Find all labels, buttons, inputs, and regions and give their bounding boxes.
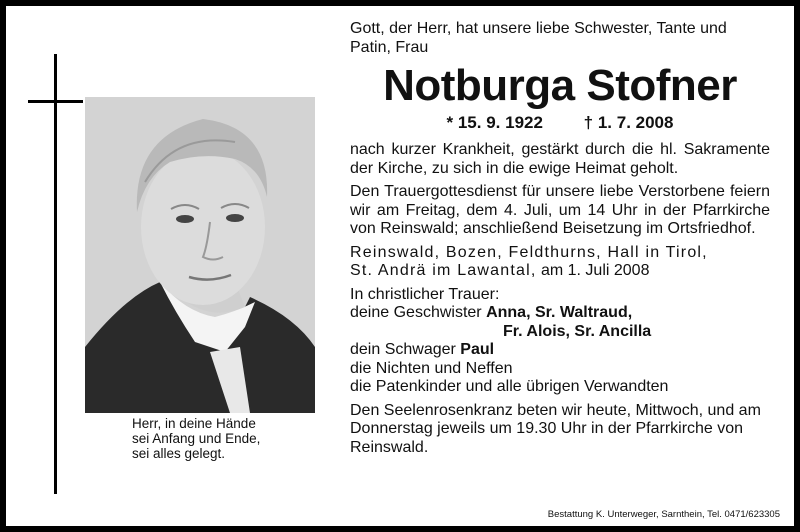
places-line2: St. Andrä im Lawantal, bbox=[350, 262, 537, 279]
date-line: am 1. Juli 2008 bbox=[540, 262, 650, 279]
mourner-brother-in-law bbox=[350, 341, 770, 360]
intro-text: Gott, der Herr, hat unsere liebe Schwester, Tante und Patin, Frau bbox=[350, 20, 727, 56]
brother-in-law-name: Paul bbox=[460, 341, 495, 358]
photo-caption bbox=[132, 416, 260, 461]
mourner-nieces-nephews: die Nichten und Neffen bbox=[350, 359, 513, 377]
caption-line: sei alles gelegt. bbox=[132, 446, 226, 461]
portrait-photo bbox=[85, 97, 315, 413]
places-line1: Reinswald, Bozen, Feldthurns, Hall in Tirol, bbox=[350, 243, 708, 261]
death-date: † 1. 7. 2008 bbox=[583, 113, 674, 132]
mourners-heading: In christlicher Trauer: bbox=[350, 285, 500, 303]
cross-icon bbox=[54, 54, 57, 494]
deceased-name: Notburga Stofner bbox=[383, 61, 737, 110]
caption-line: sei Anfang und Ende, bbox=[132, 431, 261, 446]
siblings-names-cont: Fr. Alois, Sr. Ancilla bbox=[503, 322, 652, 340]
birth-date: * 15. 9. 1922 bbox=[446, 113, 543, 132]
cross-icon-bar bbox=[28, 100, 83, 103]
paragraph-funeral: Den Trauergottesdienst für unsere liebe Verstorbene feiern wir am Freitag, dem 4. Juli, um 14 Uhr in der Pfarrkirche von Reinswald; anschließend Beisetzung im Ortsfriedhof. bbox=[350, 183, 770, 237]
mourner-siblings bbox=[350, 304, 770, 323]
brother-in-law-label: dein Schwager bbox=[350, 341, 456, 358]
obituary-text bbox=[350, 20, 770, 462]
rosary-text: Den Seelenrosenkranz beten wir heute, Mittwoch, und am Donnerstag jeweils um 19.30 Uhr in der Pfarrkirche von Reinswald. bbox=[350, 401, 761, 456]
life-dates bbox=[350, 113, 770, 133]
mourner-godchildren: die Patenkinder und alle übrigen Verwandten bbox=[350, 378, 669, 395]
obituary-card bbox=[6, 6, 794, 526]
siblings-label: deine Geschwister bbox=[350, 304, 482, 321]
funeral-home-footer: Bestattung K. Unterweger, Sarnthein, Tel. 0471/623305 bbox=[547, 509, 780, 520]
mourner-siblings-cont bbox=[350, 323, 770, 342]
siblings-names: Anna, Sr. Waltraud, bbox=[486, 304, 633, 321]
place-date bbox=[350, 244, 770, 281]
paragraph-passing: nach kurzer Krankheit, gestärkt durch die hl. Sakramente der Kirche, zu sich in die ewige Heimat geholt. bbox=[350, 141, 770, 177]
mourners-list bbox=[350, 286, 770, 397]
caption-line: Herr, in deine Hände bbox=[132, 416, 256, 431]
